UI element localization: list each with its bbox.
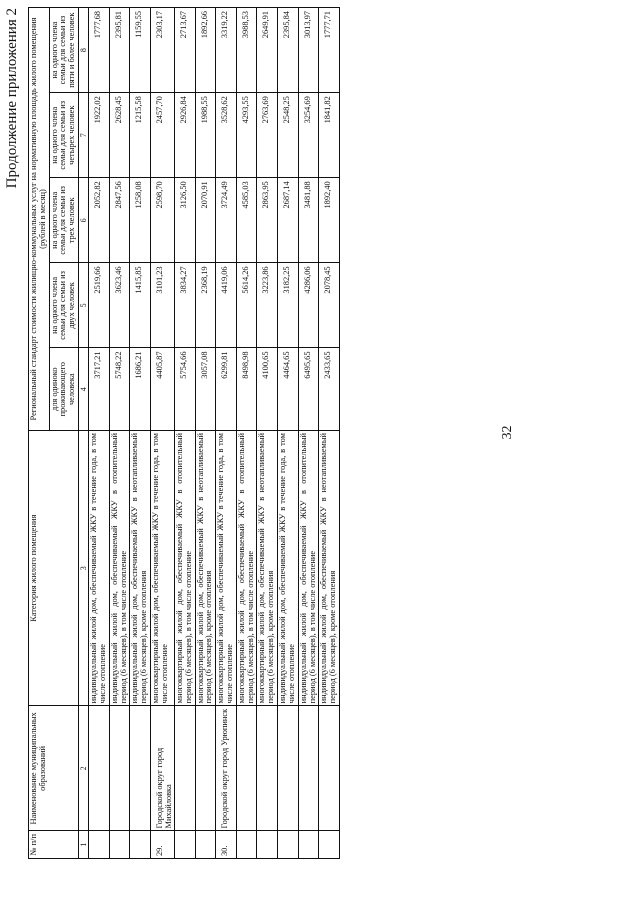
value-cell: 5754,66 — [174, 348, 195, 431]
column-index: 1 — [79, 831, 89, 859]
municipality-name — [130, 706, 151, 831]
subheader-two: на одного члена семьи для семьи из двух человек — [49, 263, 78, 348]
value-cell: 4585,03 — [236, 178, 257, 263]
category-cell: многоквартирный жилой дом, обеспечиваемый ЖКУ в течение года, в том числе отопление — [216, 431, 237, 706]
value-cell: 1215,58 — [130, 93, 151, 178]
value-cell: 4100,65 — [257, 348, 278, 431]
header-category: Категория жилого помещения — [29, 431, 79, 706]
value-cell: 1777,71 — [319, 8, 340, 93]
municipality-name — [319, 706, 340, 831]
category-cell: многоквартирный жилой дом, обеспечиваемый ЖКУ в отопительный период (6 месяцев), в том числе отопление — [236, 431, 257, 706]
value-cell: 1922,02 — [89, 93, 110, 178]
category-cell: индивидуальный жилой дом, обеспечиваемый ЖКУ в неотапливаемый период (6 месяцев), кроме отопления — [130, 431, 151, 706]
municipality-name — [298, 706, 319, 831]
subheader-three: на одного члена семьи для семьи из трех человек — [49, 178, 78, 263]
value-cell: 3223,86 — [257, 263, 278, 348]
value-cell: 2368,19 — [195, 263, 216, 348]
municipality-name — [109, 706, 130, 831]
header-no: № п/п — [29, 831, 79, 859]
municipality-name: Городской округ город Урюпинск — [216, 706, 237, 831]
value-cell: 3834,27 — [174, 263, 195, 348]
category-cell: многоквартирный жилой дом, обеспечиваемый ЖКУ в неотапливаемый период (6 месяцев), кроме отопления — [195, 431, 216, 706]
value-cell: 1686,21 — [130, 348, 151, 431]
row-number: 29. — [150, 831, 174, 859]
value-cell: 2847,56 — [109, 178, 130, 263]
page-number: 32 — [500, 425, 515, 440]
appendix-caption: Продолжение приложения 2 — [4, 8, 20, 189]
value-cell: 2519,66 — [89, 263, 110, 348]
cost-standard-table — [28, 7, 340, 859]
value-cell: 6495,65 — [298, 348, 319, 431]
subheader-five-plus: на одного члена семьи для семьи из пяти и более человек — [49, 8, 78, 93]
value-cell: 1159,55 — [130, 8, 151, 93]
row-number — [195, 831, 216, 859]
value-cell: 1892,40 — [319, 178, 340, 263]
table-row — [257, 8, 278, 859]
value-cell: 8498,98 — [236, 348, 257, 431]
value-cell: 1841,82 — [319, 93, 340, 178]
row-number — [278, 831, 299, 859]
value-cell: 2395,84 — [278, 8, 299, 93]
table-row — [195, 8, 216, 859]
value-cell: 2303,17 — [150, 8, 174, 93]
value-cell: 3717,21 — [89, 348, 110, 431]
category-cell: индивидуальный жилой дом, обеспечиваемый ЖКУ в течение года, в том числе отопление — [89, 431, 110, 706]
row-number — [130, 831, 151, 859]
table-row — [174, 8, 195, 859]
row-number: 30. — [216, 831, 237, 859]
value-cell: 5748,22 — [109, 348, 130, 431]
header-standard: Региональный стандарт стоимости жилищно-коммунальных услуг на нормативную площадь жилого помещения (рублей в месяц) — [29, 8, 50, 431]
value-cell: 3528,62 — [216, 93, 237, 178]
municipality-name — [236, 706, 257, 831]
table-row — [109, 8, 130, 859]
value-cell: 3481,88 — [298, 178, 319, 263]
value-cell: 4405,87 — [150, 348, 174, 431]
category-cell: индивидуальный жилой дом, обеспечиваемый ЖКУ в неотапливаемый период (6 месяцев), кроме отопления — [319, 431, 340, 706]
category-cell: индивидуальный жилой дом, обеспечиваемый ЖКУ в течение года, в том числе отопление — [278, 431, 299, 706]
column-index: 4 — [79, 348, 89, 431]
value-cell: 4464,65 — [278, 348, 299, 431]
value-cell: 1258,08 — [130, 178, 151, 263]
subheader-four: на одного члена семьи для семьи из четырех человек — [49, 93, 78, 178]
table-row — [298, 8, 319, 859]
column-index-row — [79, 8, 89, 859]
value-cell: 2433,65 — [319, 348, 340, 431]
value-cell: 3254,69 — [298, 93, 319, 178]
column-index: 8 — [79, 8, 89, 93]
municipality-name — [257, 706, 278, 831]
municipality-name — [278, 706, 299, 831]
column-index: 6 — [79, 178, 89, 263]
header-row — [29, 8, 50, 859]
subheader-single: для одиноко проживающего человека — [49, 348, 78, 431]
row-number — [89, 831, 110, 859]
value-cell: 3126,50 — [174, 178, 195, 263]
table-row — [319, 8, 340, 859]
municipality-name: Городской округ город Михайловка — [150, 706, 174, 831]
column-index: 3 — [79, 431, 89, 706]
value-cell: 1988,55 — [195, 93, 216, 178]
value-cell: 5614,26 — [236, 263, 257, 348]
table-row — [216, 8, 237, 859]
value-cell: 3319,22 — [216, 8, 237, 93]
value-cell: 4419,06 — [216, 263, 237, 348]
table-row — [236, 8, 257, 859]
row-number — [109, 831, 130, 859]
value-cell: 2598,70 — [150, 178, 174, 263]
value-cell: 2763,69 — [257, 93, 278, 178]
value-cell: 2713,67 — [174, 8, 195, 93]
value-cell: 2926,84 — [174, 93, 195, 178]
table-row — [278, 8, 299, 859]
category-cell: многоквартирный жилой дом, обеспечиваемый ЖКУ в неотапливаемый период (6 месяцев), кроме отопления — [257, 431, 278, 706]
category-cell: многоквартирный жилой дом, обеспечиваемый ЖКУ в течение года, в том числе отопление — [150, 431, 174, 706]
value-cell: 3057,08 — [195, 348, 216, 431]
value-cell: 3101,23 — [150, 263, 174, 348]
row-number — [319, 831, 340, 859]
value-cell: 3988,53 — [236, 8, 257, 93]
column-index: 5 — [79, 263, 89, 348]
value-cell: 4293,55 — [236, 93, 257, 178]
category-cell: индивидуальный жилой дом, обеспечиваемый ЖКУ в отопительный период (6 месяцев), в том числе отопление — [109, 431, 130, 706]
value-cell: 2649,91 — [257, 8, 278, 93]
value-cell: 1415,85 — [130, 263, 151, 348]
value-cell: 2863,95 — [257, 178, 278, 263]
value-cell: 2457,70 — [150, 93, 174, 178]
value-cell: 1777,68 — [89, 8, 110, 93]
value-cell: 6299,81 — [216, 348, 237, 431]
value-cell: 3013,97 — [298, 8, 319, 93]
municipality-name — [195, 706, 216, 831]
table-row — [130, 8, 151, 859]
value-cell: 3182,25 — [278, 263, 299, 348]
value-cell: 2070,91 — [195, 178, 216, 263]
row-number — [236, 831, 257, 859]
column-index: 7 — [79, 93, 89, 178]
municipality-name — [174, 706, 195, 831]
value-cell: 2687,14 — [278, 178, 299, 263]
row-number — [174, 831, 195, 859]
header-municipality: Наименование муниципальных образований — [29, 706, 79, 831]
value-cell: 3623,46 — [109, 263, 130, 348]
municipality-name — [89, 706, 110, 831]
value-cell: 2628,45 — [109, 93, 130, 178]
row-number — [257, 831, 278, 859]
table-row — [150, 8, 174, 859]
value-cell: 1892,66 — [195, 8, 216, 93]
value-cell: 4286,06 — [298, 263, 319, 348]
value-cell: 2078,45 — [319, 263, 340, 348]
row-number — [298, 831, 319, 859]
table-row — [89, 8, 110, 859]
category-cell: многоквартирный жилой дом, обеспечиваемый ЖКУ в отопительный период (6 месяцев), в том числе отопление — [174, 431, 195, 706]
value-cell: 3724,49 — [216, 178, 237, 263]
category-cell: индивидуальный жилой дом, обеспечиваемый ЖКУ в отопительный период (6 месяцев), в том числе отопление — [298, 431, 319, 706]
value-cell: 2052,82 — [89, 178, 110, 263]
value-cell: 2395,81 — [109, 8, 130, 93]
value-cell: 2548,25 — [278, 93, 299, 178]
column-index: 2 — [79, 706, 89, 831]
